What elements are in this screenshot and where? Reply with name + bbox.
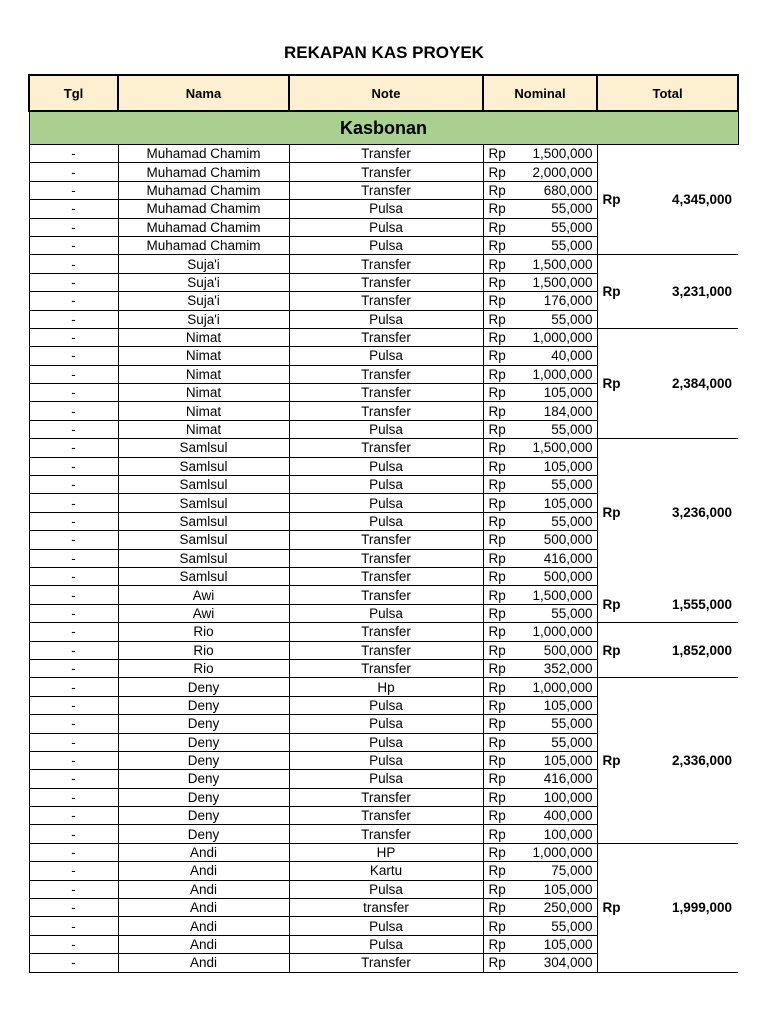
cell-currency: Rp — [483, 236, 507, 254]
cell-note: Pulsa — [289, 347, 483, 365]
cell-nominal: 304,000 — [507, 954, 597, 972]
cell-currency: Rp — [483, 200, 507, 218]
cash-recap-table — [28, 74, 739, 973]
table-row — [29, 328, 738, 346]
cell-nama: Andi — [118, 862, 289, 880]
total-currency: Rp — [602, 900, 621, 916]
cell-nominal: 1,500,000 — [507, 255, 597, 273]
cell-currency: Rp — [483, 163, 507, 181]
cell-tgl: - — [29, 899, 118, 917]
cell-currency: Rp — [483, 181, 507, 199]
total-currency: Rp — [602, 596, 621, 612]
cell-tgl: - — [29, 494, 118, 512]
header-nominal: Nominal — [483, 75, 597, 111]
cell-note: Transfer — [289, 567, 483, 585]
cell-tgl: - — [29, 457, 118, 475]
cell-currency: Rp — [483, 935, 507, 953]
cell-note: Pulsa — [289, 512, 483, 530]
cell-currency: Rp — [483, 328, 507, 346]
total-amount: 2,384,000 — [671, 376, 733, 392]
section-row — [29, 111, 738, 145]
cell-tgl: - — [29, 273, 118, 291]
header-tgl: Tgl — [29, 75, 118, 111]
cell-nominal: 55,000 — [507, 715, 597, 733]
cell-nominal: 1,000,000 — [507, 328, 597, 346]
cell-nama: Nimat — [118, 384, 289, 402]
cell-currency: Rp — [483, 347, 507, 365]
cell-nominal: 416,000 — [507, 770, 597, 788]
cell-tgl: - — [29, 365, 118, 383]
cell-note: Pulsa — [289, 310, 483, 328]
cell-tgl: - — [29, 843, 118, 861]
total-amount: 2,336,000 — [671, 753, 733, 769]
cell-tgl: - — [29, 733, 118, 751]
cell-currency: Rp — [483, 623, 507, 641]
cell-nama: Samlsul — [118, 439, 289, 457]
cell-nama: Nimat — [118, 328, 289, 346]
cell-tgl: - — [29, 310, 118, 328]
cell-note: Pulsa — [289, 715, 483, 733]
cell-nominal: 105,000 — [507, 494, 597, 512]
cell-tgl: - — [29, 236, 118, 254]
cell-tgl: - — [29, 678, 118, 696]
group-total — [597, 586, 738, 623]
cell-currency: Rp — [483, 549, 507, 567]
cell-nama: Suja'i — [118, 310, 289, 328]
cell-nama: Suja'i — [118, 292, 289, 310]
cell-currency: Rp — [483, 402, 507, 420]
cell-nama: Samlsul — [118, 567, 289, 585]
cell-tgl: - — [29, 715, 118, 733]
cell-nama: Deny — [118, 751, 289, 769]
total-amount: 3,231,000 — [671, 284, 733, 300]
cell-nama: Deny — [118, 770, 289, 788]
cell-tgl: - — [29, 549, 118, 567]
cell-note: Transfer — [289, 788, 483, 806]
cell-nama: Nimat — [118, 420, 289, 438]
cell-note: Pulsa — [289, 604, 483, 622]
cell-nama: Deny — [118, 807, 289, 825]
table-row — [29, 586, 738, 604]
cell-tgl: - — [29, 567, 118, 585]
cell-nama: Deny — [118, 715, 289, 733]
cell-note: Pulsa — [289, 751, 483, 769]
cell-tgl: - — [29, 880, 118, 898]
cell-nominal: 250,000 — [507, 899, 597, 917]
table-body — [29, 145, 738, 973]
cell-currency: Rp — [483, 659, 507, 677]
cell-nama: Deny — [118, 678, 289, 696]
cell-tgl: - — [29, 384, 118, 402]
cell-currency: Rp — [483, 880, 507, 898]
cell-tgl: - — [29, 181, 118, 199]
cell-note: Transfer — [289, 954, 483, 972]
cell-nominal: 105,000 — [507, 457, 597, 475]
cell-note: transfer — [289, 899, 483, 917]
cell-note: Transfer — [289, 145, 483, 163]
cell-currency: Rp — [483, 531, 507, 549]
total-currency: Rp — [602, 753, 621, 769]
cell-nama: Nimat — [118, 347, 289, 365]
cell-nama: Rio — [118, 659, 289, 677]
cell-currency: Rp — [483, 770, 507, 788]
cell-currency: Rp — [483, 567, 507, 585]
cell-note: HP — [289, 843, 483, 861]
cell-nominal: 2,000,000 — [507, 163, 597, 181]
cell-tgl: - — [29, 641, 118, 659]
group-total — [597, 145, 738, 255]
cell-nama: Muhamad Chamim — [118, 236, 289, 254]
cell-note: Pulsa — [289, 770, 483, 788]
cell-nominal: 40,000 — [507, 347, 597, 365]
group-total — [597, 439, 738, 586]
cell-tgl: - — [29, 751, 118, 769]
cell-nama: Muhamad Chamim — [118, 145, 289, 163]
cell-tgl: - — [29, 218, 118, 236]
section-title: Kasbonan — [29, 111, 738, 145]
cell-nominal: 55,000 — [507, 512, 597, 530]
group-total — [597, 255, 738, 329]
cell-tgl: - — [29, 659, 118, 677]
group-total — [597, 843, 738, 972]
cell-nominal: 55,000 — [507, 200, 597, 218]
cell-nama: Andi — [118, 880, 289, 898]
cell-nama: Deny — [118, 696, 289, 714]
table-row — [29, 678, 738, 696]
cell-currency: Rp — [483, 825, 507, 843]
cell-tgl: - — [29, 788, 118, 806]
cell-nominal: 680,000 — [507, 181, 597, 199]
cell-nama: Muhamad Chamim — [118, 200, 289, 218]
cell-nominal: 416,000 — [507, 549, 597, 567]
cell-note: Pulsa — [289, 476, 483, 494]
cell-note: Pulsa — [289, 696, 483, 714]
cell-nominal: 1,000,000 — [507, 843, 597, 861]
total-amount: 1,999,000 — [671, 900, 733, 916]
cell-currency: Rp — [483, 843, 507, 861]
cell-tgl: - — [29, 917, 118, 935]
total-currency: Rp — [602, 642, 621, 658]
cell-tgl: - — [29, 145, 118, 163]
cell-currency: Rp — [483, 292, 507, 310]
total-amount: 1,852,000 — [671, 642, 733, 658]
table-row — [29, 623, 738, 641]
cell-tgl: - — [29, 420, 118, 438]
header-nama: Nama — [118, 75, 289, 111]
cell-note: Transfer — [289, 328, 483, 346]
cell-currency: Rp — [483, 476, 507, 494]
cell-nominal: 1,000,000 — [507, 365, 597, 383]
cell-nama: Rio — [118, 623, 289, 641]
table-row — [29, 145, 738, 163]
page-title: REKAPAN KAS PROYEK — [284, 43, 484, 62]
cell-currency: Rp — [483, 807, 507, 825]
cell-tgl: - — [29, 328, 118, 346]
cell-nama: Awi — [118, 604, 289, 622]
cell-tgl: - — [29, 770, 118, 788]
cell-note: Pulsa — [289, 420, 483, 438]
cell-nama: Nimat — [118, 365, 289, 383]
cell-nominal: 1,000,000 — [507, 623, 597, 641]
cell-nominal: 184,000 — [507, 402, 597, 420]
cell-tgl: - — [29, 531, 118, 549]
cell-nama: Deny — [118, 825, 289, 843]
cell-tgl: - — [29, 163, 118, 181]
cell-nama: Andi — [118, 899, 289, 917]
header-note: Note — [289, 75, 483, 111]
group-total — [597, 328, 738, 438]
cell-nama: Muhamad Chamim — [118, 163, 289, 181]
cell-tgl: - — [29, 512, 118, 530]
cell-nama: Nimat — [118, 402, 289, 420]
cell-tgl: - — [29, 604, 118, 622]
total-amount: 3,236,000 — [671, 505, 733, 521]
cell-note: Pulsa — [289, 236, 483, 254]
cell-note: Pulsa — [289, 917, 483, 935]
cell-note: Pulsa — [289, 880, 483, 898]
cell-note: Pulsa — [289, 935, 483, 953]
header-row — [29, 75, 738, 111]
cell-currency: Rp — [483, 733, 507, 751]
cell-nama: Samlsul — [118, 512, 289, 530]
cell-nominal: 55,000 — [507, 604, 597, 622]
table-row — [29, 843, 738, 861]
cell-tgl: - — [29, 476, 118, 494]
cell-tgl: - — [29, 807, 118, 825]
cell-nama: Rio — [118, 641, 289, 659]
cell-currency: Rp — [483, 218, 507, 236]
cell-nama: Andi — [118, 935, 289, 953]
cell-currency: Rp — [483, 457, 507, 475]
cell-nama: Muhamad Chamim — [118, 218, 289, 236]
cell-note: Transfer — [289, 292, 483, 310]
cell-currency: Rp — [483, 917, 507, 935]
cell-nama: Awi — [118, 586, 289, 604]
cell-nominal: 55,000 — [507, 310, 597, 328]
cell-note: Transfer — [289, 365, 483, 383]
table-row — [29, 255, 738, 273]
cell-currency: Rp — [483, 255, 507, 273]
cell-nominal: 1,500,000 — [507, 439, 597, 457]
cell-nama: Andi — [118, 954, 289, 972]
cell-currency: Rp — [483, 145, 507, 163]
cell-note: Transfer — [289, 825, 483, 843]
cell-nominal: 1,500,000 — [507, 273, 597, 291]
total-amount: 1,555,000 — [671, 596, 733, 612]
cell-note: Transfer — [289, 807, 483, 825]
cell-nama: Samlsul — [118, 549, 289, 567]
total-currency: Rp — [602, 192, 621, 208]
cell-nominal: 105,000 — [507, 384, 597, 402]
cell-tgl: - — [29, 439, 118, 457]
cell-nama: Muhamad Chamim — [118, 181, 289, 199]
cell-note: Pulsa — [289, 457, 483, 475]
cell-nominal: 75,000 — [507, 862, 597, 880]
cell-nominal: 55,000 — [507, 218, 597, 236]
cell-currency: Rp — [483, 715, 507, 733]
cell-tgl: - — [29, 825, 118, 843]
cell-currency: Rp — [483, 862, 507, 880]
cell-note: Transfer — [289, 549, 483, 567]
cell-nominal: 55,000 — [507, 236, 597, 254]
cell-note: Transfer — [289, 641, 483, 659]
group-total — [597, 678, 738, 844]
total-currency: Rp — [602, 284, 621, 300]
header-total: Total — [597, 75, 738, 111]
cell-currency: Rp — [483, 696, 507, 714]
cell-tgl: - — [29, 623, 118, 641]
cell-tgl: - — [29, 292, 118, 310]
cell-note: Pulsa — [289, 218, 483, 236]
cell-currency: Rp — [483, 678, 507, 696]
cell-nominal: 352,000 — [507, 659, 597, 677]
cell-currency: Rp — [483, 586, 507, 604]
cell-note: Transfer — [289, 402, 483, 420]
cell-nama: Andi — [118, 917, 289, 935]
cell-currency: Rp — [483, 310, 507, 328]
cell-note: Transfer — [289, 163, 483, 181]
total-currency: Rp — [602, 505, 621, 521]
total-currency: Rp — [602, 376, 621, 392]
table-row — [29, 439, 738, 457]
cell-nominal: 100,000 — [507, 825, 597, 843]
cell-nama: Andi — [118, 843, 289, 861]
cell-nominal: 105,000 — [507, 880, 597, 898]
cell-note: Transfer — [289, 439, 483, 457]
cell-note: Pulsa — [289, 733, 483, 751]
cell-nominal: 1,500,000 — [507, 145, 597, 163]
cell-currency: Rp — [483, 420, 507, 438]
cell-nominal: 500,000 — [507, 641, 597, 659]
cell-currency: Rp — [483, 751, 507, 769]
cell-tgl: - — [29, 862, 118, 880]
cell-nominal: 105,000 — [507, 696, 597, 714]
group-total — [597, 623, 738, 678]
cell-nama: Suja'i — [118, 273, 289, 291]
cell-tgl: - — [29, 255, 118, 273]
cell-currency: Rp — [483, 273, 507, 291]
cell-currency: Rp — [483, 494, 507, 512]
cell-nama: Suja'i — [118, 255, 289, 273]
cell-nominal: 500,000 — [507, 567, 597, 585]
cell-note: Transfer — [289, 623, 483, 641]
cell-nominal: 1,500,000 — [507, 586, 597, 604]
cell-tgl: - — [29, 696, 118, 714]
cell-note: Transfer — [289, 531, 483, 549]
cell-tgl: - — [29, 935, 118, 953]
cell-nominal: 55,000 — [507, 420, 597, 438]
cell-nominal: 176,000 — [507, 292, 597, 310]
cell-note: Kartu — [289, 862, 483, 880]
cell-note: Transfer — [289, 273, 483, 291]
cell-note: Hp — [289, 678, 483, 696]
cell-currency: Rp — [483, 641, 507, 659]
cell-currency: Rp — [483, 954, 507, 972]
cell-nominal: 100,000 — [507, 788, 597, 806]
cell-note: Transfer — [289, 255, 483, 273]
cell-tgl: - — [29, 402, 118, 420]
cell-nama: Deny — [118, 788, 289, 806]
cell-nama: Deny — [118, 733, 289, 751]
cell-nominal: 1,000,000 — [507, 678, 597, 696]
cell-nama: Samlsul — [118, 476, 289, 494]
cell-tgl: - — [29, 200, 118, 218]
cell-nominal: 55,000 — [507, 476, 597, 494]
cell-nominal: 55,000 — [507, 733, 597, 751]
cell-note: Pulsa — [289, 200, 483, 218]
cell-note: Transfer — [289, 181, 483, 199]
cell-nama: Samlsul — [118, 531, 289, 549]
cell-nominal: 500,000 — [507, 531, 597, 549]
cell-currency: Rp — [483, 788, 507, 806]
total-amount: 4,345,000 — [671, 192, 733, 208]
cell-nominal: 400,000 — [507, 807, 597, 825]
cell-currency: Rp — [483, 604, 507, 622]
cell-note: Transfer — [289, 384, 483, 402]
cell-tgl: - — [29, 954, 118, 972]
cell-currency: Rp — [483, 512, 507, 530]
cell-note: Pulsa — [289, 494, 483, 512]
cell-currency: Rp — [483, 365, 507, 383]
cell-tgl: - — [29, 347, 118, 365]
cell-currency: Rp — [483, 439, 507, 457]
cell-nama: Samlsul — [118, 494, 289, 512]
cell-tgl: - — [29, 586, 118, 604]
cell-note: Transfer — [289, 586, 483, 604]
cell-currency: Rp — [483, 899, 507, 917]
cell-nama: Samlsul — [118, 457, 289, 475]
cell-currency: Rp — [483, 384, 507, 402]
cell-nominal: 105,000 — [507, 751, 597, 769]
cell-nominal: 55,000 — [507, 917, 597, 935]
cell-note: Transfer — [289, 659, 483, 677]
cell-nominal: 105,000 — [507, 935, 597, 953]
